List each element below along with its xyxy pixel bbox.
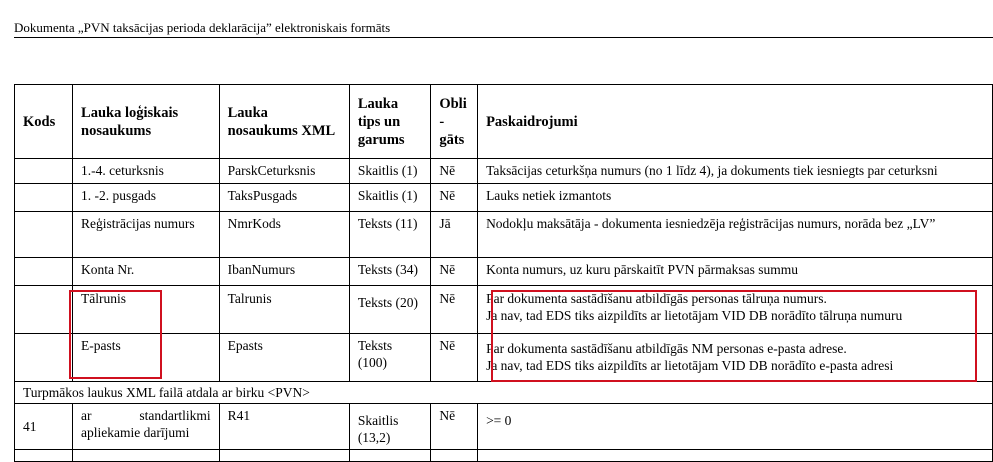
col-header-logical-name: Lauka loģiskais nosaukums bbox=[73, 85, 220, 159]
cell-mandatory: Nē bbox=[431, 159, 478, 184]
cell-kods: 41 bbox=[15, 404, 73, 450]
cell-mandatory: Nē bbox=[431, 184, 478, 212]
cell-type: Teksts (20) bbox=[349, 286, 431, 334]
table-header-row bbox=[15, 85, 993, 159]
table-row bbox=[15, 184, 993, 212]
cell-kods bbox=[15, 334, 73, 382]
explanation-line: Ja nav, tad EDS tiks aizpildīts ar lietotājam VID DB norādīto tālruņa numuru bbox=[486, 308, 903, 323]
cell-explanation bbox=[478, 334, 993, 382]
cell-mandatory: Nē bbox=[431, 286, 478, 334]
cell-logical-name: 1. -2. pusgads bbox=[73, 184, 220, 212]
cell-type: Teksts (34) bbox=[349, 258, 431, 286]
cell-xml-name: NmrKods bbox=[219, 212, 349, 258]
table-row bbox=[15, 159, 993, 184]
table-row bbox=[15, 404, 993, 450]
col-header-xml-name: Lauka nosaukums XML bbox=[219, 85, 349, 159]
cell-type bbox=[349, 404, 431, 450]
cell-kods bbox=[15, 212, 73, 258]
col-header-explanation: Paskaidrojumi bbox=[478, 85, 993, 159]
separator-row bbox=[15, 382, 993, 404]
cell-xml-name: TaksPusgads bbox=[219, 184, 349, 212]
cell-mandatory: Jā bbox=[431, 212, 478, 258]
cell-mandatory: Nē bbox=[431, 404, 478, 450]
logical-name-line: apliekamie darījumi bbox=[81, 425, 190, 440]
col-header-type-length: Lauka tips un garums bbox=[349, 85, 431, 159]
cell-mandatory: Nē bbox=[431, 258, 478, 286]
cell-explanation: Taksācijas ceturkšņa numurs (no 1 līdz 4), ja dokuments tiek iesniegts par ceturksni bbox=[478, 159, 993, 184]
explanation-line: Ja nav, tad EDS tiks aizpildīts ar lietotājam VID DB norādīto e-pasta adresi bbox=[486, 358, 894, 373]
cell-xml-name: ParskCeturksnis bbox=[219, 159, 349, 184]
logical-name-line: ar standartlikmi bbox=[81, 408, 211, 423]
cell-type: Skaitlis (1) bbox=[349, 159, 431, 184]
cell-type: Teksts (100) bbox=[349, 334, 431, 382]
table-row bbox=[15, 212, 993, 258]
col-header-kods: Kods bbox=[15, 85, 73, 159]
header-rule bbox=[14, 37, 993, 38]
explanation-line: Par dokumenta sastādīšanu atbildīgās NM personas e-pasta adrese. bbox=[486, 341, 847, 356]
cell-logical-name: Reģistrācijas numurs bbox=[73, 212, 220, 258]
cell-explanation: Lauks netiek izmantots bbox=[478, 184, 993, 212]
cell-type: Teksts (11) bbox=[349, 212, 431, 258]
table-row bbox=[15, 286, 993, 334]
type-line: Skaitlis bbox=[357, 413, 399, 428]
cell-logical-name: Konta Nr. bbox=[73, 258, 220, 286]
cell-kods bbox=[15, 159, 73, 184]
cell-logical-name: Tālrunis bbox=[73, 286, 220, 334]
cell-mandatory: Nē bbox=[431, 334, 478, 382]
cell-explanation: Konta numurs, uz kuru pārskaitīt PVN pārmaksas summu bbox=[478, 258, 993, 286]
explanation-line: Par dokumenta sastādīšanu atbildīgās personas tālruņa numurs. bbox=[486, 291, 827, 306]
col-header-mandatory: Obli -gāts bbox=[431, 85, 478, 159]
table-row bbox=[15, 258, 993, 286]
cell-explanation bbox=[478, 286, 993, 334]
fields-table bbox=[14, 84, 993, 462]
cell-explanation: >= 0 bbox=[478, 404, 993, 450]
cell-xml-name: R41 bbox=[219, 404, 349, 450]
cell-kods bbox=[15, 258, 73, 286]
cell-xml-name: Epasts bbox=[219, 334, 349, 382]
cell-xml-name: IbanNumurs bbox=[219, 258, 349, 286]
separator-text: Turpmākos laukus XML failā atdala ar birku <PVN> bbox=[15, 382, 993, 404]
document-title: Dokumenta „PVN taksācijas perioda deklarācija” elektroniskais formāts bbox=[14, 20, 391, 35]
cell-kods bbox=[15, 184, 73, 212]
cell-logical-name: 1.-4. ceturksnis bbox=[73, 159, 220, 184]
cell-logical-name bbox=[73, 404, 220, 450]
cell-logical-name: E-pasts bbox=[73, 334, 220, 382]
type-line: (13,2) bbox=[357, 430, 391, 445]
cell-kods bbox=[15, 286, 73, 334]
table-row bbox=[15, 334, 993, 382]
table-row-partial bbox=[15, 450, 993, 462]
cell-xml-name: Talrunis bbox=[219, 286, 349, 334]
cell-explanation: Nodokļu maksātāja - dokumenta iesniedzēja reģistrācijas numurs, norāda bez „LV” bbox=[478, 212, 993, 258]
cell-type: Skaitlis (1) bbox=[349, 184, 431, 212]
